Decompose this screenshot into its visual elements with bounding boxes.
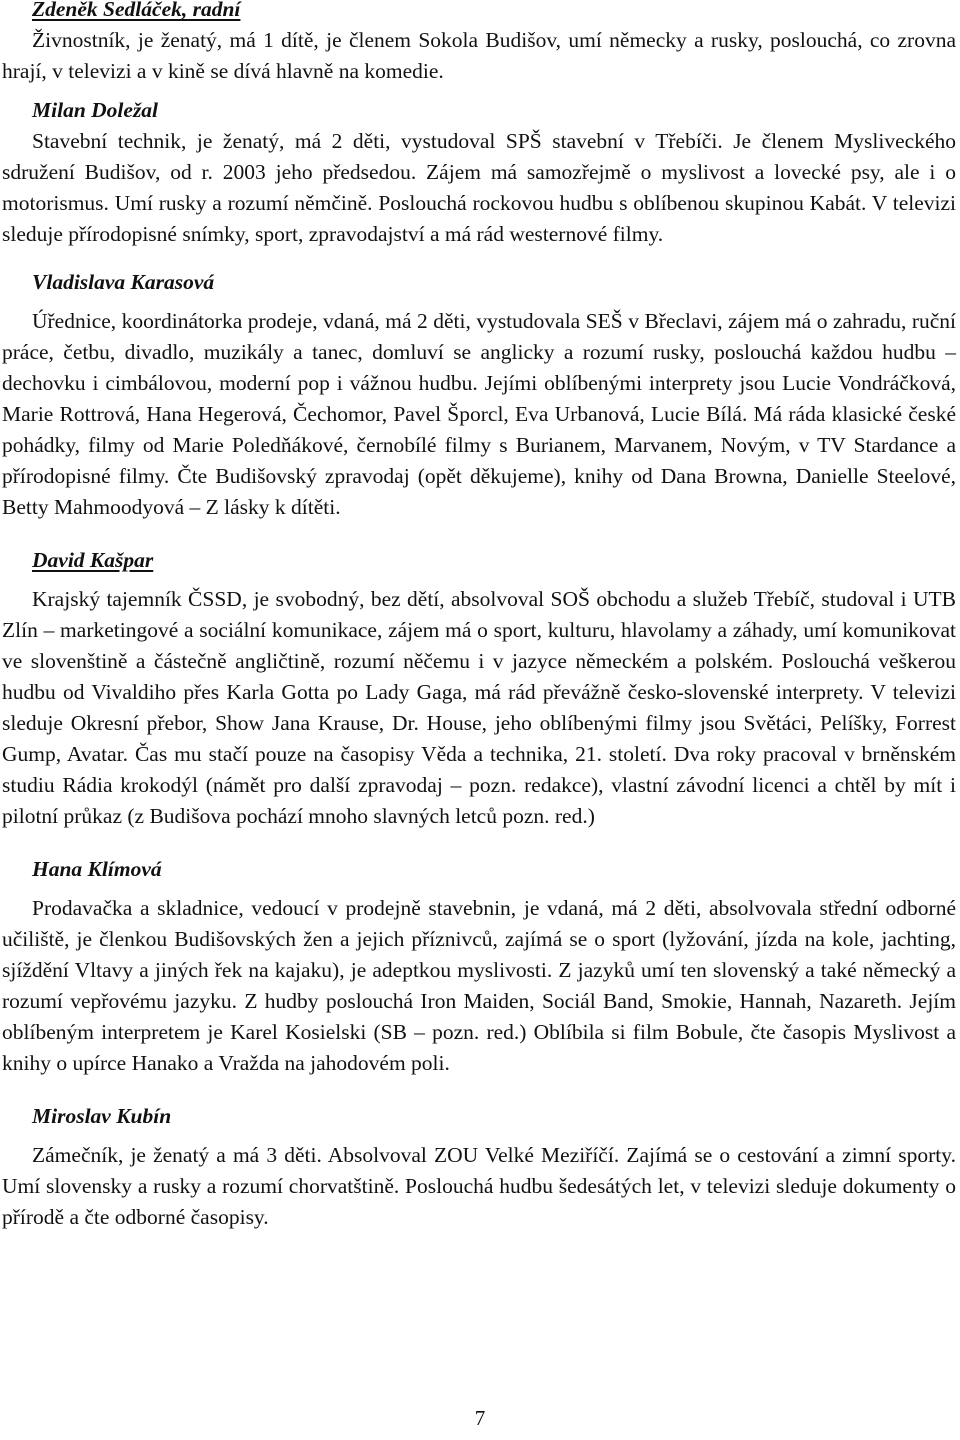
spacer <box>2 885 956 893</box>
page-number: 7 <box>474 1406 486 1430</box>
spacer <box>2 87 956 95</box>
spacer <box>2 523 956 545</box>
entry-milan-dolezal <box>2 95 956 250</box>
entry-bio: Prodavačka a skladnice, vedoucí v prodejně stavebnin, je vdaná, má 2 děti, absolvovala střední odborné učiliště, je členkou Budišovských žen a jejich příznivců, zajímá se o sport (lyžování, jízda na kole, jachting, sjíždění Vltavy a jiných řek na kajaku), je adeptkou myslivosti. Z jazyků umí ten slovenský a také německý a rozumí vepřovému jazyku. Z hudby poslouchá Iron Maiden, Sociál Band, Smokie, Hannah, Nazareth. Jejím oblíbeným interpretem je Karel Kosielski (SB – pozn. red.) Oblíbila si film Bobule, čte časopis Myslivost a knihy o upírce Hanako a Vražda na jahodovém poli. <box>2 896 956 1075</box>
spacer <box>2 1079 956 1101</box>
entry-david-kaspar <box>2 545 956 832</box>
spacer <box>2 250 956 267</box>
entry-zdenek-sedlacek <box>2 0 956 87</box>
entry-bio: Zámečník, je ženatý a má 3 děti. Absolvoval ZOU Velké Meziříčí. Zajímá se o cestování a zimní sporty. Umí slovensky a rusky a rozumí chorvatštině. Poslouchá hudbu šedesátých let, v televizi sleduje dokumenty o přírodě a čte odborné časopisy. <box>2 1143 956 1229</box>
entry-name: David Kašpar <box>32 548 154 572</box>
entry-vladislava-karasova <box>2 267 956 523</box>
entry-bio: Krajský tajemník ČSSD, je svobodný, bez dětí, absolvoval SOŠ obchodu a služeb Třebíč, studoval i UTB Zlín – marketingové a sociální komunikace, zájem má o sport, kulturu, hlavolamy a záhady, umí komunikovat ve slovenštině a částečně angličtině, rozumí něčemu i v jazyce německém a polském. Poslouchá veškerou hudbu od Vivaldiho přes Karla Gotta po Lady Gaga, má rád převážně česko-slovenské interprety. V televizi sleduje Okresní přebor, Show Jana Krause, Dr. House, jeho oblíbenými filmy jsou Světáci, Pelíšky, Forrest Gump, Avatar. Čas mu stačí pouze na časopisy Věda a technika, 21. století. Dva roky pracoval v brněnském studiu Rádia krokodýl (námět pro další zpravodaj – pozn. redakce), vlastní závodní licenci a chtěl by mít i pilotní průkaz (z Budišova pochází mnoho slavných letců pozn. red.) <box>2 587 956 828</box>
entry-name: Zdeněk Sedláček, radní <box>32 0 241 21</box>
spacer <box>2 576 956 584</box>
entry-bio: Stavební technik, je ženatý, má 2 děti, vystudoval SPŠ stavební v Třebíči. Je členem Mysliveckého sdružení Budišov, od r. 2003 jeho předsedou. Zájem má samozřejmě o myslivost a lovecké psy, ale i o motorismus. Umí rusky a rozumí němčině. Poslouchá rockovou hudbu s oblíbenou skupinou Kabát. V televizi sleduje přírodopisné snímky, sport, zpravodajství a má rád westernové filmy. <box>2 129 956 246</box>
spacer <box>2 298 956 306</box>
entry-miroslav-kubin <box>2 1101 956 1233</box>
entry-name: Miroslav Kubín <box>32 1104 172 1128</box>
document-body <box>2 0 956 1233</box>
entry-name: Milan Doležal <box>32 98 159 122</box>
entry-hana-klimova <box>2 854 956 1079</box>
entry-bio: Úřednice, koordinátorka prodeje, vdaná, má 2 děti, vystudovala SEŠ v Břeclavi, zájem má o zahradu, ruční práce, četbu, divadlo, muzikály a tanec, domluví se anglicky a rozumí rusky, poslouchá každou hudbu – dechovku i cimbálovou, moderní pop i vážnou hudbu. Jejími oblíbenými interprety jsou Lucie Vondráčková, Marie Rottrová, Hana Hegerová, Čechomor, Pavel Šporcl, Eva Urbanová, Lucie Bílá. Má ráda klasické české pohádky, filmy od Marie Poledňákové, černobílé filmy s Burianem, Marvanem, Novým, v TV Stardance a přírodopisné filmy. Čte Budišovský zpravodaj (opět děkujeme), knihy od Dana Browna, Danielle Steelové, Betty Mahmoodyová – Z lásky k dítěti. <box>2 309 956 519</box>
entry-name: Vladislava Karasová <box>32 270 215 294</box>
spacer <box>2 1132 956 1140</box>
spacer <box>2 832 956 854</box>
entry-bio: Živnostník, je ženatý, má 1 dítě, je členem Sokola Budišov, umí německy a rusky, poslouchá, co zrovna hrají, v televizi a v kině se dívá hlavně na komedie. <box>2 28 956 83</box>
entry-name: Hana Klímová <box>32 857 162 881</box>
